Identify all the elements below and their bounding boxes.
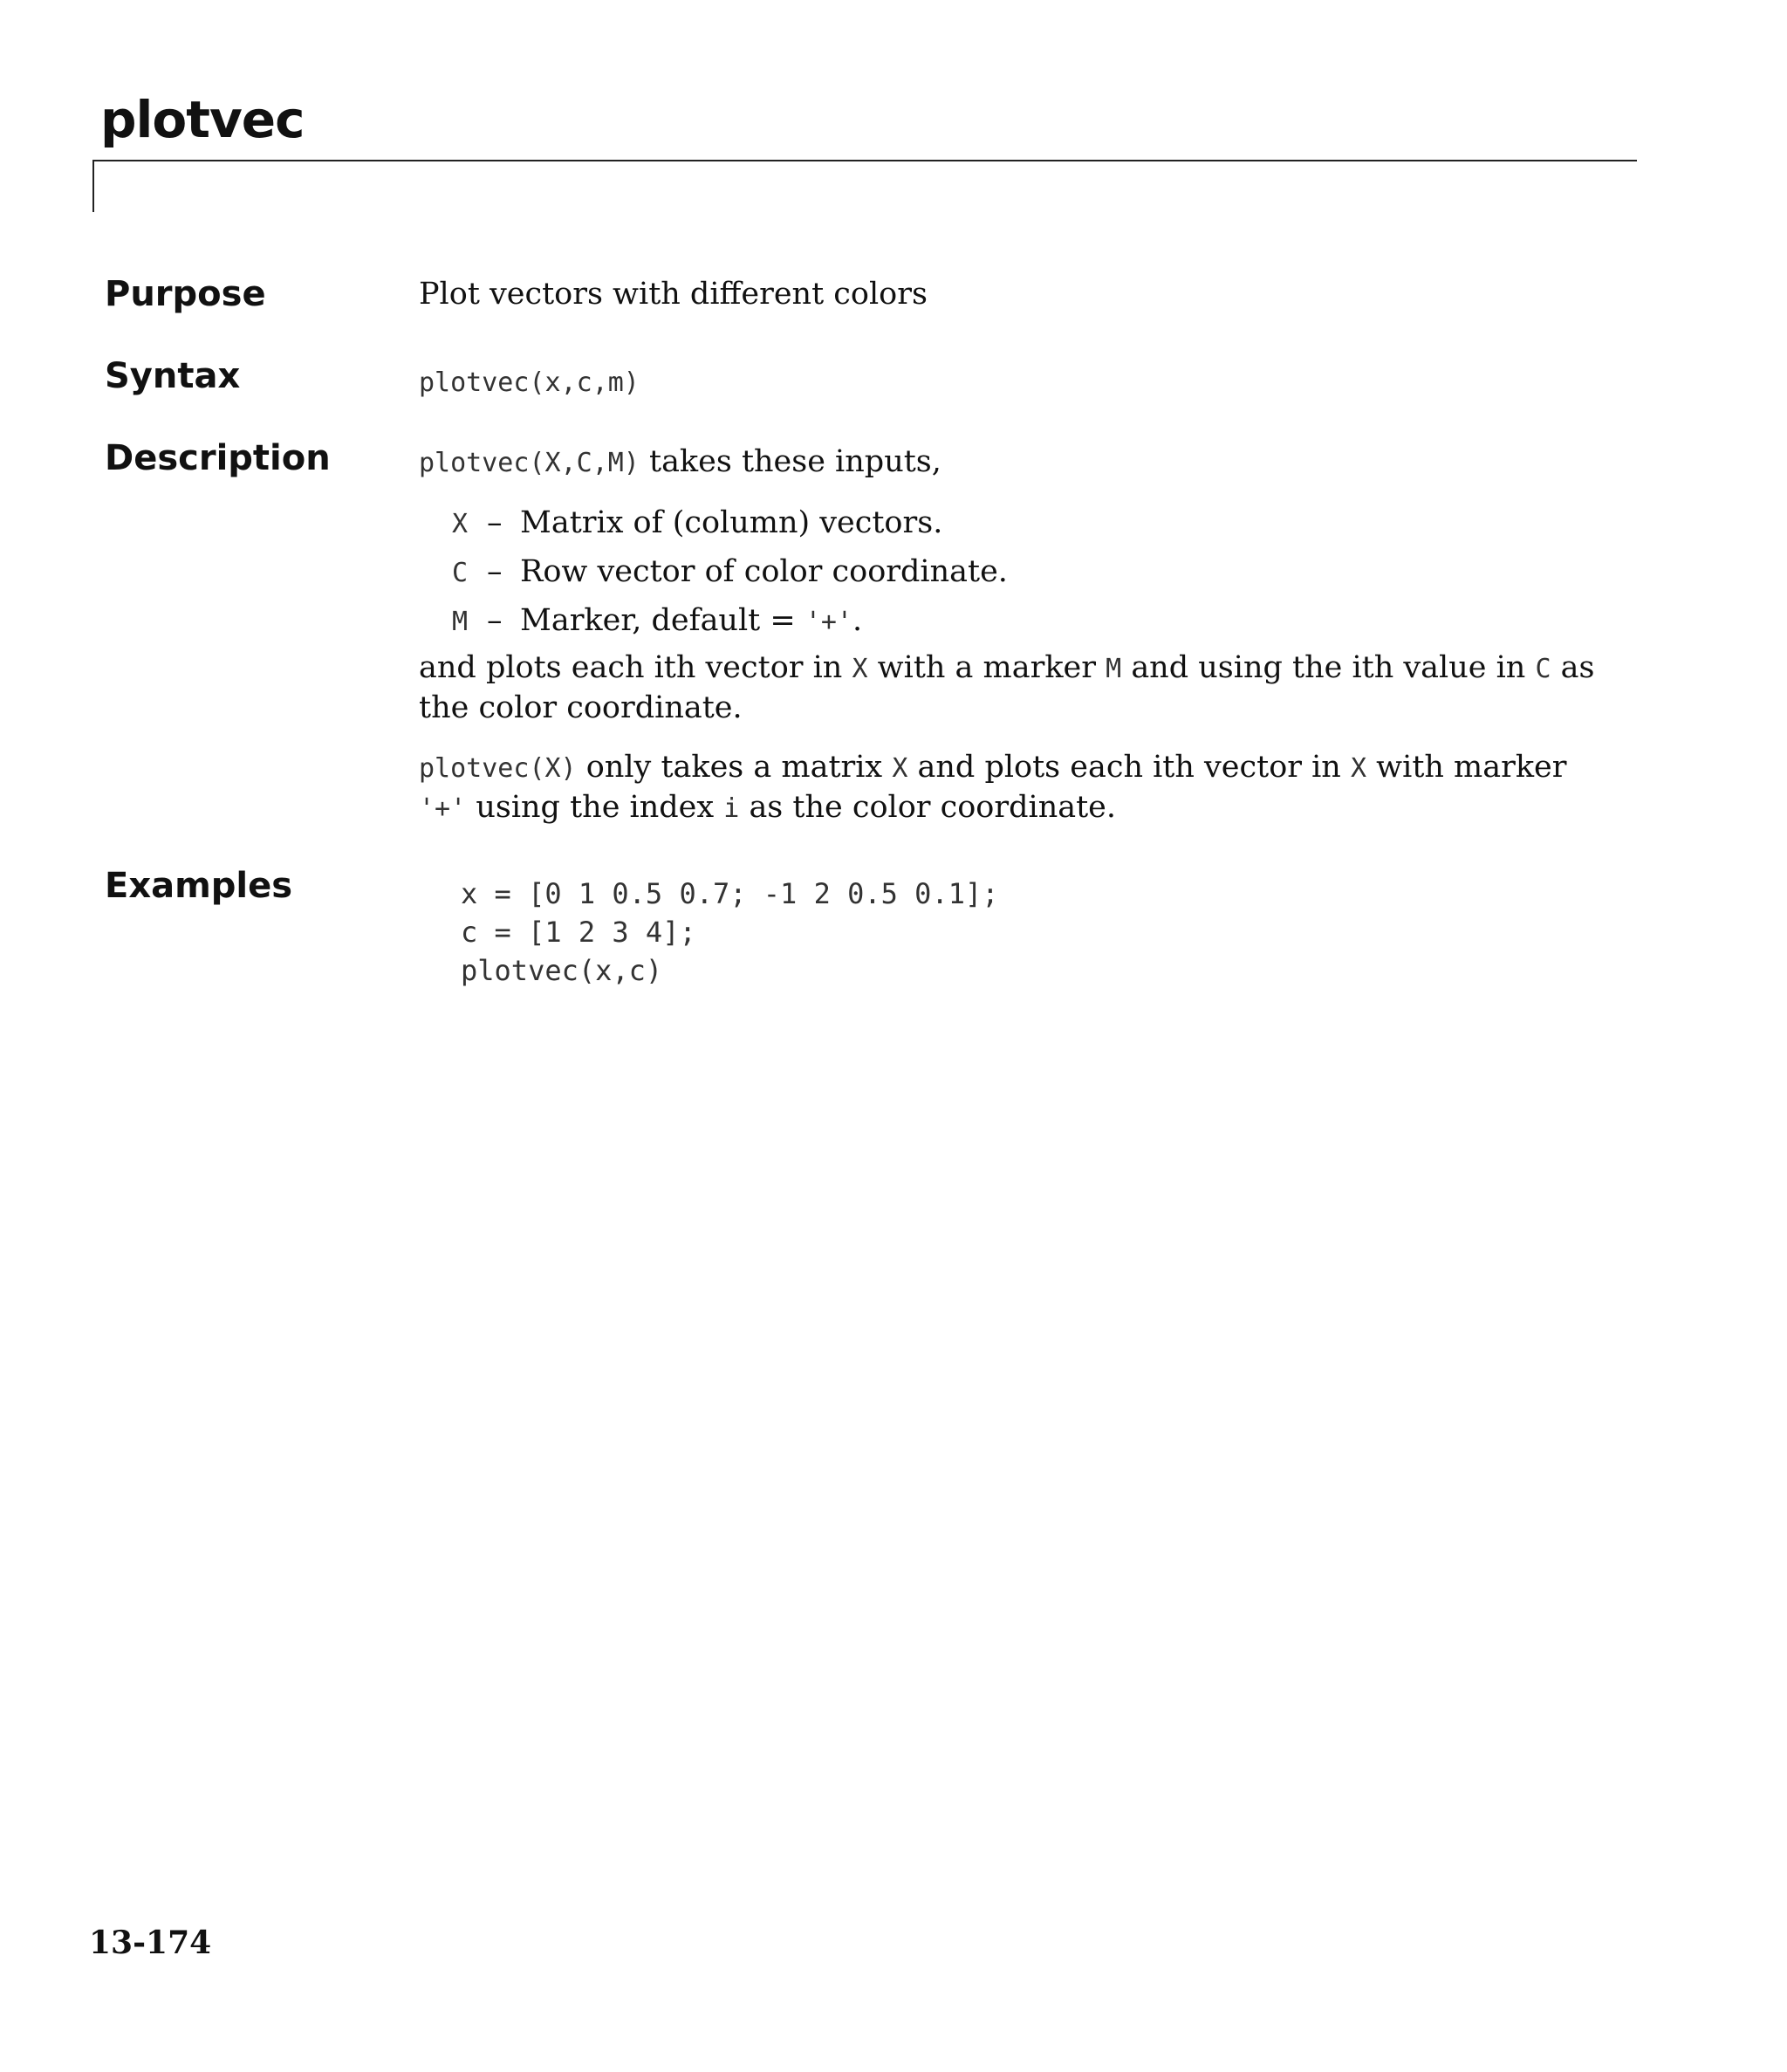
para2-text: only takes a matrix (576, 750, 893, 785)
para1-code-m: M (1106, 654, 1122, 684)
para2-code-marker: '+' (419, 793, 467, 824)
input-dash: – (487, 505, 503, 540)
description-heading: Description (105, 438, 331, 478)
example-code-line: plotvec(x,c) (461, 954, 663, 987)
para1-text: and using the ith value in (1121, 650, 1536, 685)
page-number: 13-174 (89, 1924, 212, 1961)
header-rule (92, 160, 1637, 161)
para1-text: and plots each ith vector in (419, 650, 852, 685)
input-item-m (452, 600, 862, 642)
purpose-heading: Purpose (105, 274, 266, 314)
para1-code-x: X (852, 654, 868, 684)
input-symbol: X (452, 509, 469, 539)
input-text: Matrix of (column) vectors. (520, 505, 943, 540)
examples-heading: Examples (105, 866, 293, 906)
para2-code-plotvec: plotvec(X) (419, 753, 577, 784)
syntax-heading: Syntax (105, 356, 241, 396)
para2-text: with marker (1366, 750, 1567, 785)
input-text: Marker, default = (520, 603, 805, 638)
purpose-text: Plot vectors with different colors (419, 277, 928, 312)
description-intro (419, 442, 941, 484)
input-suffix: . (852, 603, 863, 638)
description-paragraph-1 (419, 648, 1595, 690)
para1-text: with a marker (867, 650, 1106, 685)
header-rule-tick (92, 160, 94, 212)
input-item-c (452, 552, 1008, 593)
para2-text: and plots each ith vector in (907, 750, 1351, 785)
description-paragraph-2-line-2 (419, 787, 1116, 829)
input-item-x (452, 503, 942, 545)
para2-code-i: i (723, 793, 740, 824)
syntax-code: plotvec(x,c,m) (419, 367, 640, 398)
input-dash: – (487, 554, 503, 589)
description-intro-code: plotvec(X,C,M) (419, 448, 640, 478)
para2-text: as the color coordinate. (739, 790, 1117, 825)
input-dash: – (487, 603, 503, 638)
para1-code-c: C (1535, 654, 1551, 684)
para2-code-x: X (892, 753, 908, 784)
input-text: Row vector of color coordinate. (520, 554, 1008, 589)
example-code-line: x = [0 1 0.5 0.7; -1 2 0.5 0.1]; (461, 877, 999, 910)
description-paragraph-1-line-2: the color coordinate. (419, 690, 743, 725)
para2-text: using the index (466, 790, 724, 825)
para1-text: as (1551, 650, 1595, 685)
input-code: '+' (804, 607, 852, 637)
description-paragraph-2 (419, 747, 1567, 789)
page-title: plotvec (100, 90, 305, 149)
para2-code-x: X (1350, 753, 1367, 784)
syntax-line (419, 361, 640, 403)
example-code-line: c = [1 2 3 4]; (461, 916, 696, 949)
input-symbol: C (452, 558, 469, 588)
description-intro-text: takes these inputs, (639, 444, 941, 479)
input-symbol: M (452, 607, 469, 637)
